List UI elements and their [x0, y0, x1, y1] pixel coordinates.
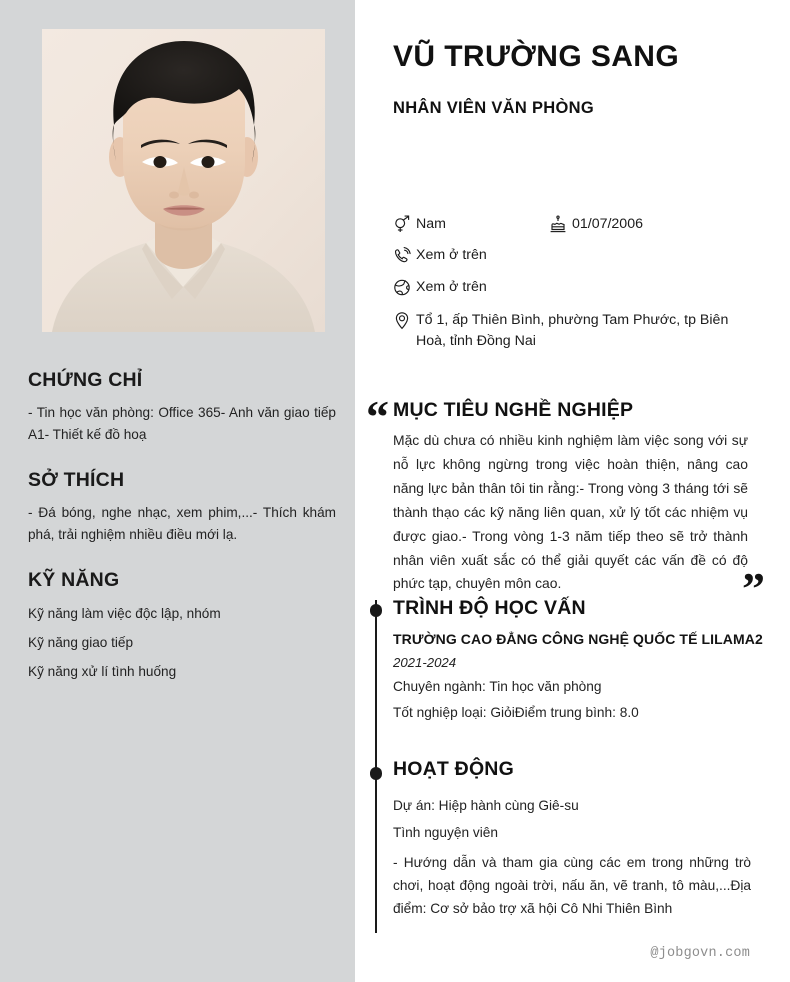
education-period: 2021-2024 — [393, 654, 457, 670]
contact-phone — [393, 245, 487, 266]
globe-icon — [393, 278, 411, 297]
skills-title: KỸ NĂNG — [28, 569, 120, 591]
contact-row-gender-birthday — [393, 214, 783, 235]
education-school: TRƯỜNG CAO ĐẲNG CÔNG NGHỆ QUỐC TẾ LILAMA2 — [393, 631, 763, 648]
objective-body: Mặc dù chưa có nhiều kinh nghiệm làm việc song với sự nỗ lực không ngừng trong việc hoàn thiện, nâng cao năng lực bản thân tôi tin rằng:- Trong vòng 3 tháng tới sẽ thành thạo các kỹ năng liên quan, xử lý tốt các nhiệm vụ được giao.- Trong vòng 1-3 năm tiếp theo sẽ trở thành nhân viên xuất sắc có thể giải quyết các vấn đề có độ phức tạp, chuyên môn cao. — [393, 432, 748, 592]
address-value: Tổ 1, ấp Thiên Bình, phường Tam Phước, tp Biên Hoà, tỉnh Đồng Nai — [416, 312, 729, 349]
section-certificates — [28, 370, 336, 446]
quote-close-icon: ” — [742, 563, 764, 614]
birthday-value: 01/07/2006 — [571, 216, 643, 232]
sidebar — [0, 0, 355, 982]
contact-birthday — [549, 214, 643, 235]
quote-open-icon: “ — [366, 391, 388, 442]
contact-gender — [393, 214, 446, 235]
objective-title: MỤC TIÊU NGHỀ NGHIỆP — [393, 399, 634, 421]
candidate-name: VŨ TRƯỜNG SANG — [393, 40, 680, 73]
list-item: Kỹ năng làm việc độc lập, nhóm — [28, 606, 221, 622]
watermark: @jobgovn.com — [650, 946, 750, 961]
main-content — [355, 0, 790, 982]
timeline-dot-activities — [370, 767, 383, 780]
activities-role: Tình nguyện viên — [393, 824, 499, 840]
contact-row-website — [393, 277, 783, 298]
website-value: Xem ở trên — [416, 279, 487, 296]
timeline-dot-education — [370, 604, 383, 617]
section-education — [393, 598, 763, 732]
portrait-photo — [42, 29, 325, 332]
list-item: Kỹ năng xử lí tình huống — [28, 663, 177, 679]
activities-project: Dự án: Hiệp hành cùng Giê-su — [393, 798, 579, 814]
education-result: Tốt nghiệp loại: GiỏiĐiểm trung bình: 8.0 — [393, 705, 639, 721]
gender-icon — [393, 215, 411, 234]
gender-value: Nam — [416, 216, 446, 232]
contact-website — [393, 277, 487, 298]
section-activities — [393, 759, 763, 920]
list-item: Kỹ năng giao tiếp — [28, 635, 134, 651]
activities-description: - Hướng dẫn và tham gia cùng các em trong những trò chơi, hoạt động ngoài trời, nấu ăn, vẽ tranh, tô màu,...Địa điểm: Cơ sở bảo trợ xã hội Cô Nhi Thiên Bình — [393, 855, 751, 917]
location-pin-icon — [393, 311, 411, 330]
contact-block — [393, 214, 783, 352]
section-skills — [28, 570, 336, 678]
section-interests — [28, 470, 336, 546]
phone-icon — [393, 246, 411, 265]
contact-row-phone — [393, 245, 783, 266]
job-title: NHÂN VIÊN VĂN PHÒNG — [393, 99, 594, 117]
birthday-cake-icon — [549, 215, 567, 234]
certificates-body: - Tin học văn phòng: Office 365- Anh văn giao tiếp A1- Thiết kế đồ hoạ — [28, 405, 336, 443]
phone-value: Xem ở trên — [416, 246, 487, 263]
education-title: TRÌNH ĐỘ HỌC VẤN — [393, 597, 586, 619]
certificates-title: CHỨNG CHỈ — [28, 369, 143, 391]
interests-title: SỞ THÍCH — [28, 469, 125, 491]
activities-title: HOẠT ĐỘNG — [393, 758, 514, 780]
interests-body: - Đá bóng, nghe nhạc, xem phim,...- Thích khám phá, trải nghiệm nhiều điều mới lạ. — [28, 505, 336, 543]
education-major: Chuyên ngành: Tin học văn phòng — [393, 678, 602, 694]
contact-row-address — [393, 310, 783, 351]
contact-address — [393, 310, 738, 351]
